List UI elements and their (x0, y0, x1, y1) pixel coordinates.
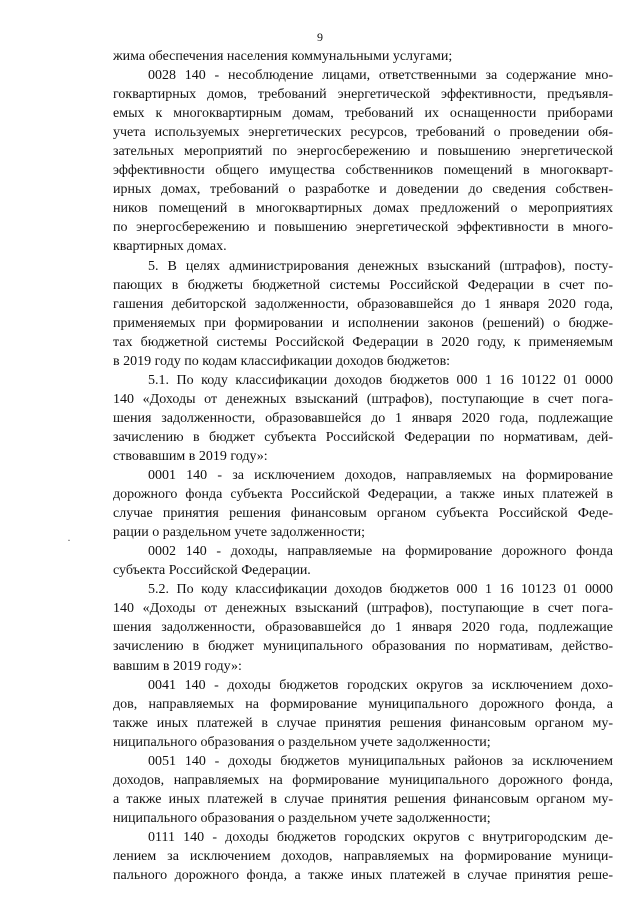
text-line: ствовавшим в 2019 году»: (113, 448, 268, 464)
text-line: лением за исключением доходов, направляемых на формирование муници- (113, 848, 613, 864)
text-line: емых к многоквартирным домам, требований их оснащенности приборами (113, 106, 613, 122)
text-line: дов, направляемых на формирование муниципального дорожного фонда, а (113, 696, 613, 712)
text-line: рации о раздельном учете задолженности; (113, 525, 365, 541)
text-line: ников помещений в многоквартирных домах предложений о мероприятиях (113, 201, 613, 217)
text-line: квартирных домах. (113, 239, 227, 255)
text-line: гашения дебиторской задолженности, образовавшейся до 1 января 2020 года, (113, 296, 613, 312)
text-line: пающих в бюджеты бюджетной системы Российской Федерации в счет по- (113, 277, 613, 293)
text-line: а также иных платежей в случае принятия решения финансовым органом му- (113, 791, 613, 807)
text-line: 0001 140 - за исключением доходов, направляемых на формирование (148, 468, 613, 484)
text-line: зачислению в бюджет муниципального образования по нормативам, действо- (113, 639, 613, 655)
text-line: пального дорожного фонда, а также иных платежей в случае принятия реше- (113, 868, 613, 884)
text-line: гоквартирных домов, требований энергетической эффективности, предъявля- (113, 87, 613, 103)
text-line: субъекта Российской Федерации. (113, 563, 311, 579)
text-line: ниципального образования о раздельном учете задолженности; (113, 810, 491, 826)
text-line: 5. В целях администрирования денежных взысканий (штрафов), посту- (148, 258, 613, 274)
text-line: 0051 140 - доходы бюджетов муниципальных районов за исключением (148, 753, 613, 769)
text-line: дорожного фонда субъекта Российской Федерации, а также иных платежей в (113, 487, 613, 503)
text-line: 0028 140 - несоблюдение лицами, ответственными за содержание мно- (148, 68, 613, 84)
text-line: шения задолженности, образовавшейся до 1 января 2020 года, подлежащие (113, 620, 613, 636)
text-line: применяемых при формировании и исполнении законов (решений) о бюдже- (113, 315, 613, 331)
text-line: шения задолженности, образовавшейся до 1 января 2020 года, подлежащие (113, 410, 613, 426)
text-line: эффективности общего имущества собственников помещений в многокварт- (113, 163, 613, 179)
text-line: 0111 140 - доходы бюджетов городских округов с внутригородским де- (148, 829, 613, 845)
text-line: зательных мероприятий по энергосбережению и повышению энергетической (113, 144, 613, 160)
text-line: вавшим в 2019 году»: (113, 658, 242, 674)
document-body (113, 47, 613, 885)
text-line: 140 «Доходы от денежных взысканий (штрафов), поступающие в счет пога- (113, 601, 613, 617)
margin-mark: · (67, 533, 71, 547)
text-line: 0002 140 - доходы, направляемые на формирование дорожного фонда (148, 544, 613, 560)
text-line: в 2019 году по кодам классификации доходов бюджетов: (113, 353, 451, 369)
text-line: жима обеспечения населения коммунальными услугами; (113, 49, 453, 64)
text-line: 5.2. По коду классификации доходов бюджетов 000 1 16 10123 01 0000 (148, 582, 613, 598)
page-number: 9 (317, 30, 323, 44)
text-line: доходов, направляемых на формирование муниципального дорожного фонда, (113, 772, 613, 788)
text-line: 5.1. По коду классификации доходов бюджетов 000 1 16 10122 01 0000 (148, 372, 613, 388)
text-line: учета используемых энергетических ресурсов, требований о проведении обя- (113, 125, 613, 141)
text-line: тах бюджетной системы Российской Федерации в 2020 году, к применяемым (113, 334, 613, 350)
text-line: ниципального образования о раздельном учете задолженности; (113, 734, 491, 750)
text-line: случае принятия решения финансовым органом субъекта Российской Феде- (113, 506, 613, 522)
text-line: 0041 140 - доходы бюджетов городских округов за исключением дохо- (148, 677, 613, 693)
text-line: по энергосбережению и повышению энергетической эффективности в много- (113, 220, 613, 236)
text-line: также иных платежей в случае принятия решения финансовым органом му- (113, 715, 613, 731)
text-line: 140 «Доходы от денежных взысканий (штрафов), поступающие в счет пога- (113, 391, 613, 407)
text-line: ирных домах, требований о разработке и доведении до сведения собствен- (113, 182, 613, 198)
text-line: зачислению в бюджет субъекта Российской Федерации по нормативам, дей- (113, 429, 613, 445)
